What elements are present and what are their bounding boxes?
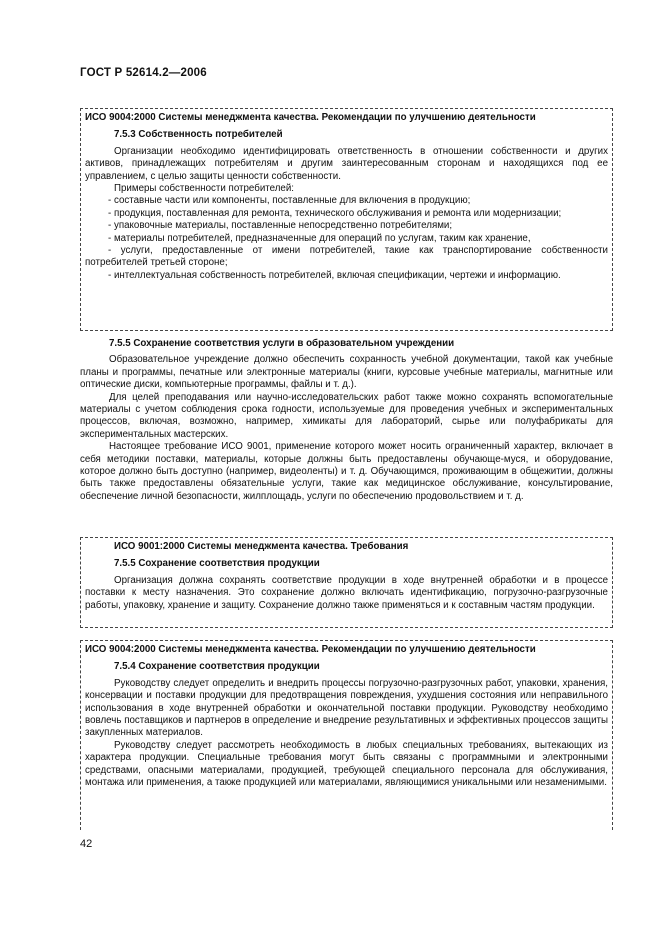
main-text-education — [80, 338, 613, 503]
standard-title: ИСО 9004:2000 Системы менеджмента качества. Рекомендации по улучшению деятельности — [85, 644, 536, 655]
paragraph: Для целей преподавания или научно-исследовательских работ также можно сохранять вспомогательные материалы с учетом соблюдения срока годности, используемые для проведения учебных и экспериментальных процессов, включая, возможно, например, химикаты для лабораторий, сырье или полуфабрикаты для экспериментальных мастерских. — [80, 391, 613, 440]
section-heading: 7.5.4 Сохранение соответствия продукции — [114, 661, 320, 673]
paragraph: Примеры собственности потребителей: — [114, 183, 294, 195]
list-item: - упаковочные материалы, поставленные непосредственно потребителями; — [108, 220, 453, 232]
paragraph: Организации необходимо идентифицировать ответственность в отношении собственности и других активов, принадлежащих потребителям и другим заинтересованным сторонам и находящихся под ее управлением, с целью защиты ценности собственности. — [85, 145, 608, 182]
list-item: - составные части или компоненты, поставленные для включения в продукцию; — [108, 195, 471, 207]
document-header: ГОСТ Р 52614.2—2006 — [80, 67, 207, 79]
section-heading: 7.5.5 Сохранение соответствия продукции — [114, 558, 320, 570]
paragraph: Настоящее требование ИСО 9001, применение которого может носить ограниченный характер, включает в себя методики поставки, материалы, которые должны быть предоставлены обучающе-муся, и оборудование, которое должно быть доступно (например, видеоленты) и т. д. Обучающимся, проживающим в общежитии, должны быть также предоставлены обязательные услуги, такие как медицинское обслуживание, консультирование, обеспечение личной безопасности, жилплощадь, услуги по обеспечению продовольствием и т. д. — [80, 441, 613, 502]
standard-title: ИСО 9001:2000 Системы менеджмента качества. Требования — [114, 541, 409, 552]
section-heading: 7.5.5 Сохранение соответствия услуги в образовательном учреждении — [109, 338, 455, 349]
paragraph: Руководству следует определить и внедрить процессы погрузочно-разгрузочных работ, упаковки, хранения, консервации и поставки продукции для предотвращения повреждения, ухудшения состояния или неправильного использования в ходе внутренней обработки и окончательной поставки продукции. Руководству необходимо вовлечь поставщиков и партнеров в определение и внедрение результативных и эффективных процессов защиты закупленных материалов. — [85, 677, 608, 739]
page-number: 42 — [80, 838, 93, 850]
list-item: - продукция, поставленная для ремонта, технического обслуживания и ремонта или модернизации; — [108, 207, 562, 219]
section-heading: 7.5.3 Собственность потребителей — [114, 129, 283, 141]
iso-9004-quote-box-customer-property — [80, 108, 613, 331]
iso-9004-quote-box-preservation — [80, 640, 613, 830]
list-item: - интеллектуальная собственность потребителей, включая спецификации, чертежи и информацию. — [108, 269, 561, 281]
list-item: - услуги, предоставленные от имени потребителей, такие как транспортирование собственности потребителей третьей стороне; — [85, 245, 608, 269]
standard-title: ИСО 9004:2000 Системы менеджмента качества. Рекомендации по улучшению деятельности — [85, 112, 536, 123]
paragraph: Организация должна сохранять соответствие продукции в ходе внутренней обработки и в процессе поставки к месту назначения. Это сохранение должно включать идентификацию, погрузочно-разгрузочные работы, упаковку, хранение и защиту. Сохранение должно также применяться и к составным частям продукции. — [85, 574, 608, 611]
paragraph: Руководству следует рассмотреть необходимость в любых специальных требованиях, вытекающих из характера продукции. Специальные требования могут быть связаны с программными и электронными средствами, опасными материалами, продукцией, требующей специального персонала для обслуживания, монтажа или применения, а также продукцией или материалами, являющимися уникальными или незаменимыми. — [85, 739, 608, 789]
paragraph: Образовательное учреждение должно обеспечить сохранность учебной документации, такой как учебные планы и программы, печатные или электронные материалы (книги, курсовые учебные материалы, магнитные или оптические диски, компьютерные программы, файлы и т. д.). — [80, 354, 613, 391]
iso-9001-quote-box-preservation — [80, 537, 613, 628]
list-item: - материалы потребителей, предназначенные для операций по услугам, таким как хранение, — [108, 232, 531, 244]
